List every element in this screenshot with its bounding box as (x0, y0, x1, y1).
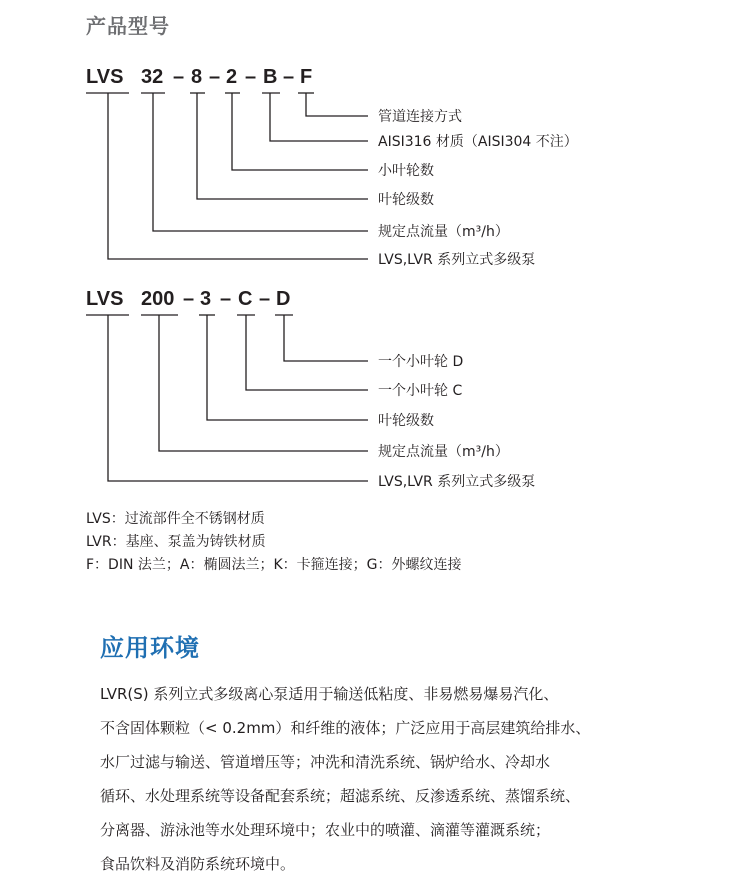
ex1-dash: – (209, 66, 221, 88)
ex1-label-small-impellers: 小叶轮数 (378, 163, 434, 179)
leader-ex2-series (108, 315, 368, 481)
ex2-stages-code: 3 (200, 288, 212, 310)
ex2-label-impeller-c: 一个小叶轮 C (378, 383, 463, 399)
application-line-6: 食品饮料及消防系统环境中。 (100, 855, 296, 873)
application-line-1: LVR(S) 系列立式多级离心泵适用于输送低粘度、非易燃易爆易汽化、 (100, 685, 559, 703)
ex2-dash: – (259, 288, 271, 310)
ex2-label-stages: 叶轮级数 (378, 413, 434, 429)
leader-ex2-flow (159, 315, 368, 451)
ex1-connection-code: F (300, 66, 313, 88)
leader-ex2-stages (207, 315, 368, 420)
ex2-label-impeller-d: 一个小叶轮 D (378, 354, 464, 370)
ex1-small-impeller-code: 2 (226, 66, 238, 88)
leader-ex1-small-impellers (232, 93, 368, 170)
ex1-label-stages: 叶轮级数 (378, 192, 434, 208)
ex1-label-flow: 规定点流量（m³/h） (378, 224, 509, 240)
legend-lvs: LVS：过流部件全不锈钢材质 (86, 511, 265, 527)
application-line-3: 水厂过滤与输送、管道增压等；冲洗和清洗系统、锅炉给水、冷却水 (100, 753, 551, 771)
ex1-series-code: LVS (86, 66, 124, 88)
ex2-impeller-d-code: D (276, 288, 291, 310)
ex2-flow-code: 200 (141, 288, 175, 310)
ex1-dash: – (245, 66, 257, 88)
leader-ex1-stages (197, 93, 368, 199)
leader-ex1-series (108, 93, 368, 259)
ex2-label-series: LVS,LVR 系列立式多级泵 (378, 474, 536, 490)
ex2-series-code: LVS (86, 288, 124, 310)
application-section-title: 应用环境 (100, 634, 200, 662)
ex1-dash: – (283, 66, 295, 88)
ex2-dash: – (220, 288, 232, 310)
ex1-material-code: B (263, 66, 278, 88)
legend-lvr: LVR：基座、泵盖为铸铁材质 (86, 534, 266, 550)
ex1-dash: – (173, 66, 185, 88)
model-section-title: 产品型号 (86, 14, 170, 38)
ex1-label-connection: 管道连接方式 (378, 109, 462, 125)
application-line-4: 循环、水处理系统等设备配套系统；超滤系统、反渗透系统、蒸馏系统、 (100, 787, 581, 805)
ex2-label-flow: 规定点流量（m³/h） (378, 444, 509, 460)
leader-ex2-impeller-d (284, 315, 368, 361)
leader-ex2-impeller-c (246, 315, 368, 390)
application-line-5: 分离器、游泳池等水处理环境中；农业中的喷灌、滴灌等灌溉系统； (100, 821, 551, 839)
ex1-stages-code: 8 (191, 66, 203, 88)
ex1-label-material: AISI316 材质（AISI304 不注） (378, 134, 578, 150)
ex1-flow-code: 32 (141, 66, 164, 88)
ex2-dash: – (183, 288, 195, 310)
legend-connections: F：DIN 法兰；A：椭圆法兰；K：卡箍连接；G：外螺纹连接 (86, 557, 462, 573)
leader-ex1-connection (306, 93, 368, 116)
leader-ex1-material (270, 93, 368, 141)
ex2-impeller-c-code: C (238, 288, 253, 310)
leader-ex1-flow (153, 93, 368, 231)
application-line-2: 不含固体颗粒（< 0.2mm）和纤维的液体；广泛应用于高层建筑给排水、 (100, 719, 591, 737)
ex1-label-series: LVS,LVR 系列立式多级泵 (378, 252, 536, 268)
